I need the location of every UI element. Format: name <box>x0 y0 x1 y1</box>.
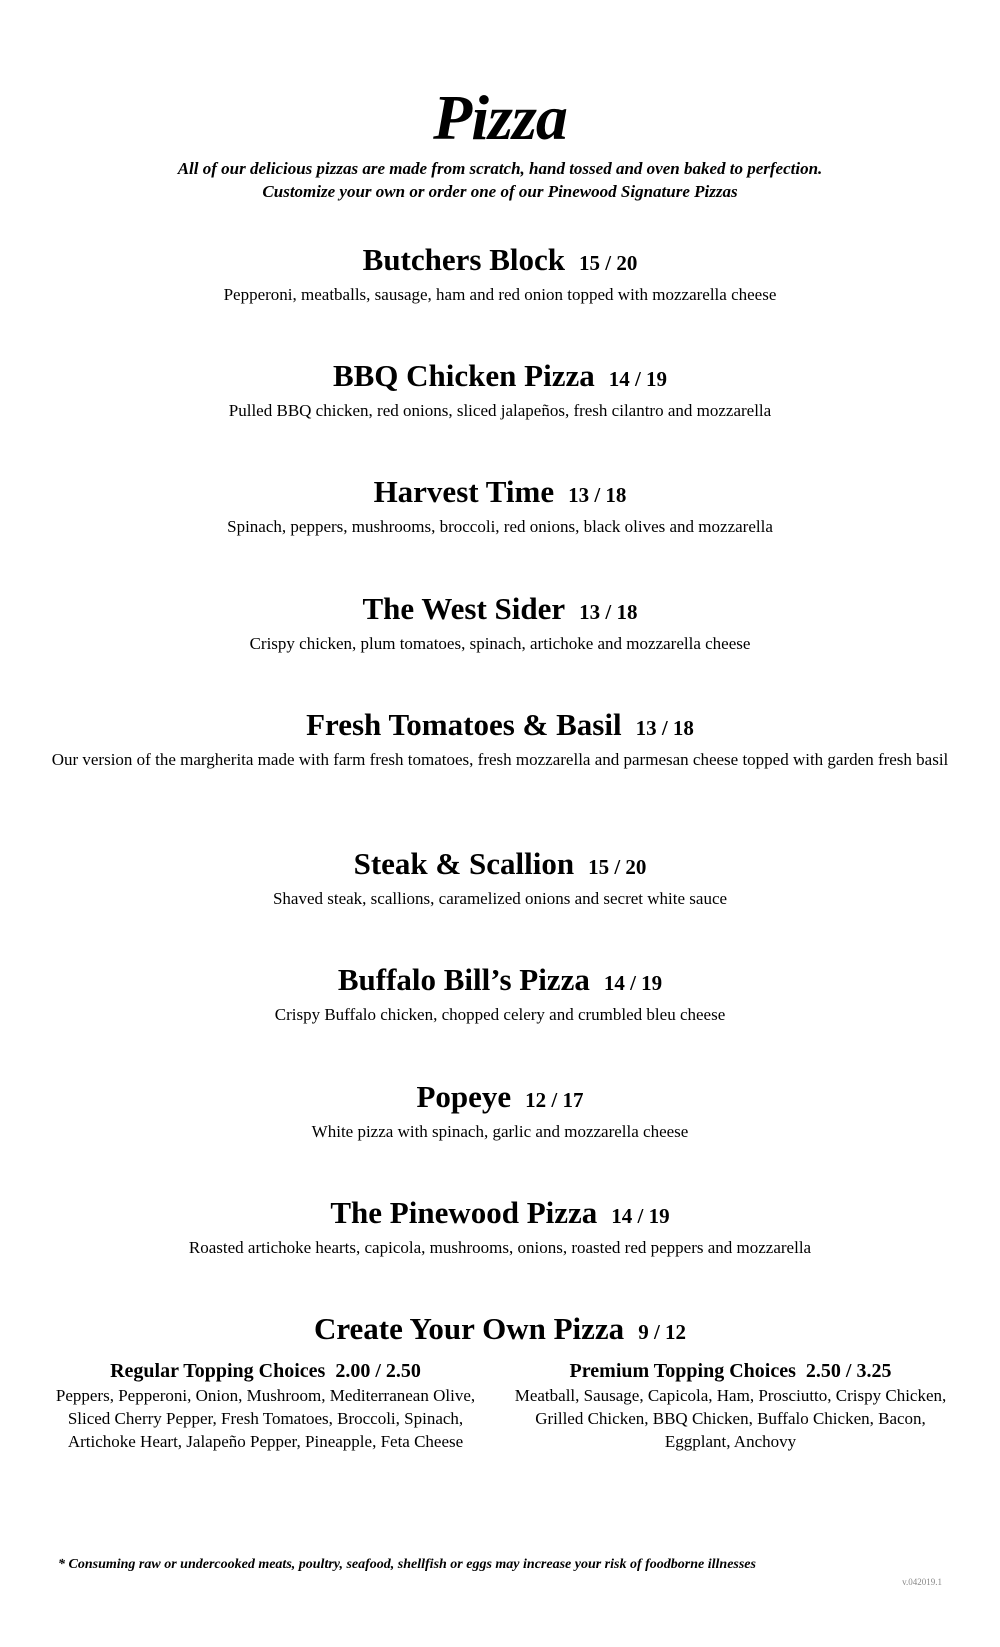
page-title: Pizza <box>433 82 567 153</box>
item-description: Pepperoni, meatballs, sausage, ham and red onion topped with mozzarella cheese <box>223 285 777 304</box>
item-price: 14 / 19 <box>611 1204 670 1228</box>
item-description: Crispy Buffalo chicken, chopped celery and crumbled bleu cheese <box>274 1005 726 1024</box>
item-description: Spinach, peppers, mushrooms, broccoli, red onions, black olives and mozzarella <box>227 517 773 536</box>
menu-item-butchers-block <box>40 242 960 306</box>
premium-toppings <box>513 1358 948 1453</box>
item-price: 13 / 18 <box>568 483 627 507</box>
item-description: Pulled BBQ chicken, red onions, sliced jalapeños, fresh cilantro and mozzarella <box>228 401 772 420</box>
intro-line-2: Customize your own or order one of our Pinewood Signature Pizzas <box>262 182 738 201</box>
premium-toppings-price: 2.50 / 3.25 <box>805 1360 892 1382</box>
regular-toppings-price: 2.00 / 2.50 <box>335 1360 421 1382</box>
food-safety-disclaimer: * Consuming raw or undercooked meats, poultry, seafood, shellfish or eggs may increase your risk of foodborne illnesses <box>58 1557 756 1572</box>
item-description: Our version of the margherita made with farm fresh tomatoes, fresh mozzarella and parmesan cheese topped with garden fresh basil <box>51 750 949 769</box>
premium-toppings-title: Premium Topping Choices <box>569 1360 796 1382</box>
item-price: 14 / 19 <box>608 367 668 391</box>
item-name: The Pinewood Pizza <box>330 1195 598 1230</box>
item-price: 15 / 20 <box>579 251 638 275</box>
item-price: 14 / 19 <box>603 971 663 995</box>
topping-choices <box>48 1358 948 1453</box>
item-price: 13 / 18 <box>635 716 694 740</box>
item-name: Popeye <box>416 1079 512 1114</box>
item-price: 13 / 18 <box>579 600 638 624</box>
item-name: Create Your Own Pizza <box>313 1311 625 1346</box>
intro-line-1: All of our delicious pizzas are made from scratch, hand tossed and oven baked to perfection. <box>177 159 823 178</box>
regular-toppings-list: Peppers, Pepperoni, Onion, Mushroom, Mediterranean Olive, Sliced Cherry Pepper, Fresh Tomatoes, Broccoli, Spinach, Artichoke Heart, Jalapeño Pepper, Pineapple, Feta Cheese <box>55 1386 476 1451</box>
item-description: Roasted artichoke hearts, capicola, mushrooms, onions, roasted red peppers and mozzarella <box>188 1238 812 1257</box>
menu-item-fresh-tomatoes-basil <box>40 707 960 771</box>
item-name: BBQ Chicken Pizza <box>332 358 595 393</box>
menu-item-create-your-own-pizza <box>40 1311 960 1350</box>
premium-toppings-list: Meatball, Sausage, Capicola, Ham, Prosciutto, Crispy Chicken, Grilled Chicken, BBQ Chicken, Buffalo Chicken, Bacon, Eggplant, Anchovy <box>514 1386 947 1451</box>
item-name: Butchers Block <box>362 242 566 277</box>
menu-item-steak-scallion <box>40 846 960 910</box>
menu-item-harvest-time <box>40 474 960 538</box>
item-price: 15 / 20 <box>588 855 647 879</box>
regular-toppings <box>48 1358 483 1453</box>
menu-item-the-west-sider <box>40 591 960 655</box>
item-name: Harvest Time <box>373 474 555 509</box>
item-description: Crispy chicken, plum tomatoes, spinach, artichoke and mozzarella cheese <box>249 634 751 653</box>
item-name: Steak & Scallion <box>353 846 575 881</box>
item-description: White pizza with spinach, garlic and mozzarella cheese <box>311 1122 689 1141</box>
premium-toppings-heading <box>513 1358 948 1384</box>
item-name: Fresh Tomatoes & Basil <box>306 707 622 742</box>
menu-item-popeye <box>40 1079 960 1143</box>
intro-text <box>0 157 1000 203</box>
regular-toppings-title: Regular Topping Choices <box>110 1360 326 1382</box>
item-description: Shaved steak, scallions, caramelized onions and secret white sauce <box>272 889 728 908</box>
version-code: v.042019.1 <box>902 1577 942 1587</box>
item-name: Buffalo Bill’s Pizza <box>337 962 590 997</box>
item-name: The West Sider <box>362 591 566 626</box>
item-price: 9 / 12 <box>638 1320 687 1344</box>
menu-item-the-pinewood-pizza <box>40 1195 960 1259</box>
menu-item-buffalo-bills-pizza <box>40 962 960 1026</box>
item-price: 12 / 17 <box>525 1088 584 1112</box>
regular-toppings-heading <box>48 1358 483 1384</box>
menu-item-bbq-chicken-pizza <box>40 358 960 422</box>
